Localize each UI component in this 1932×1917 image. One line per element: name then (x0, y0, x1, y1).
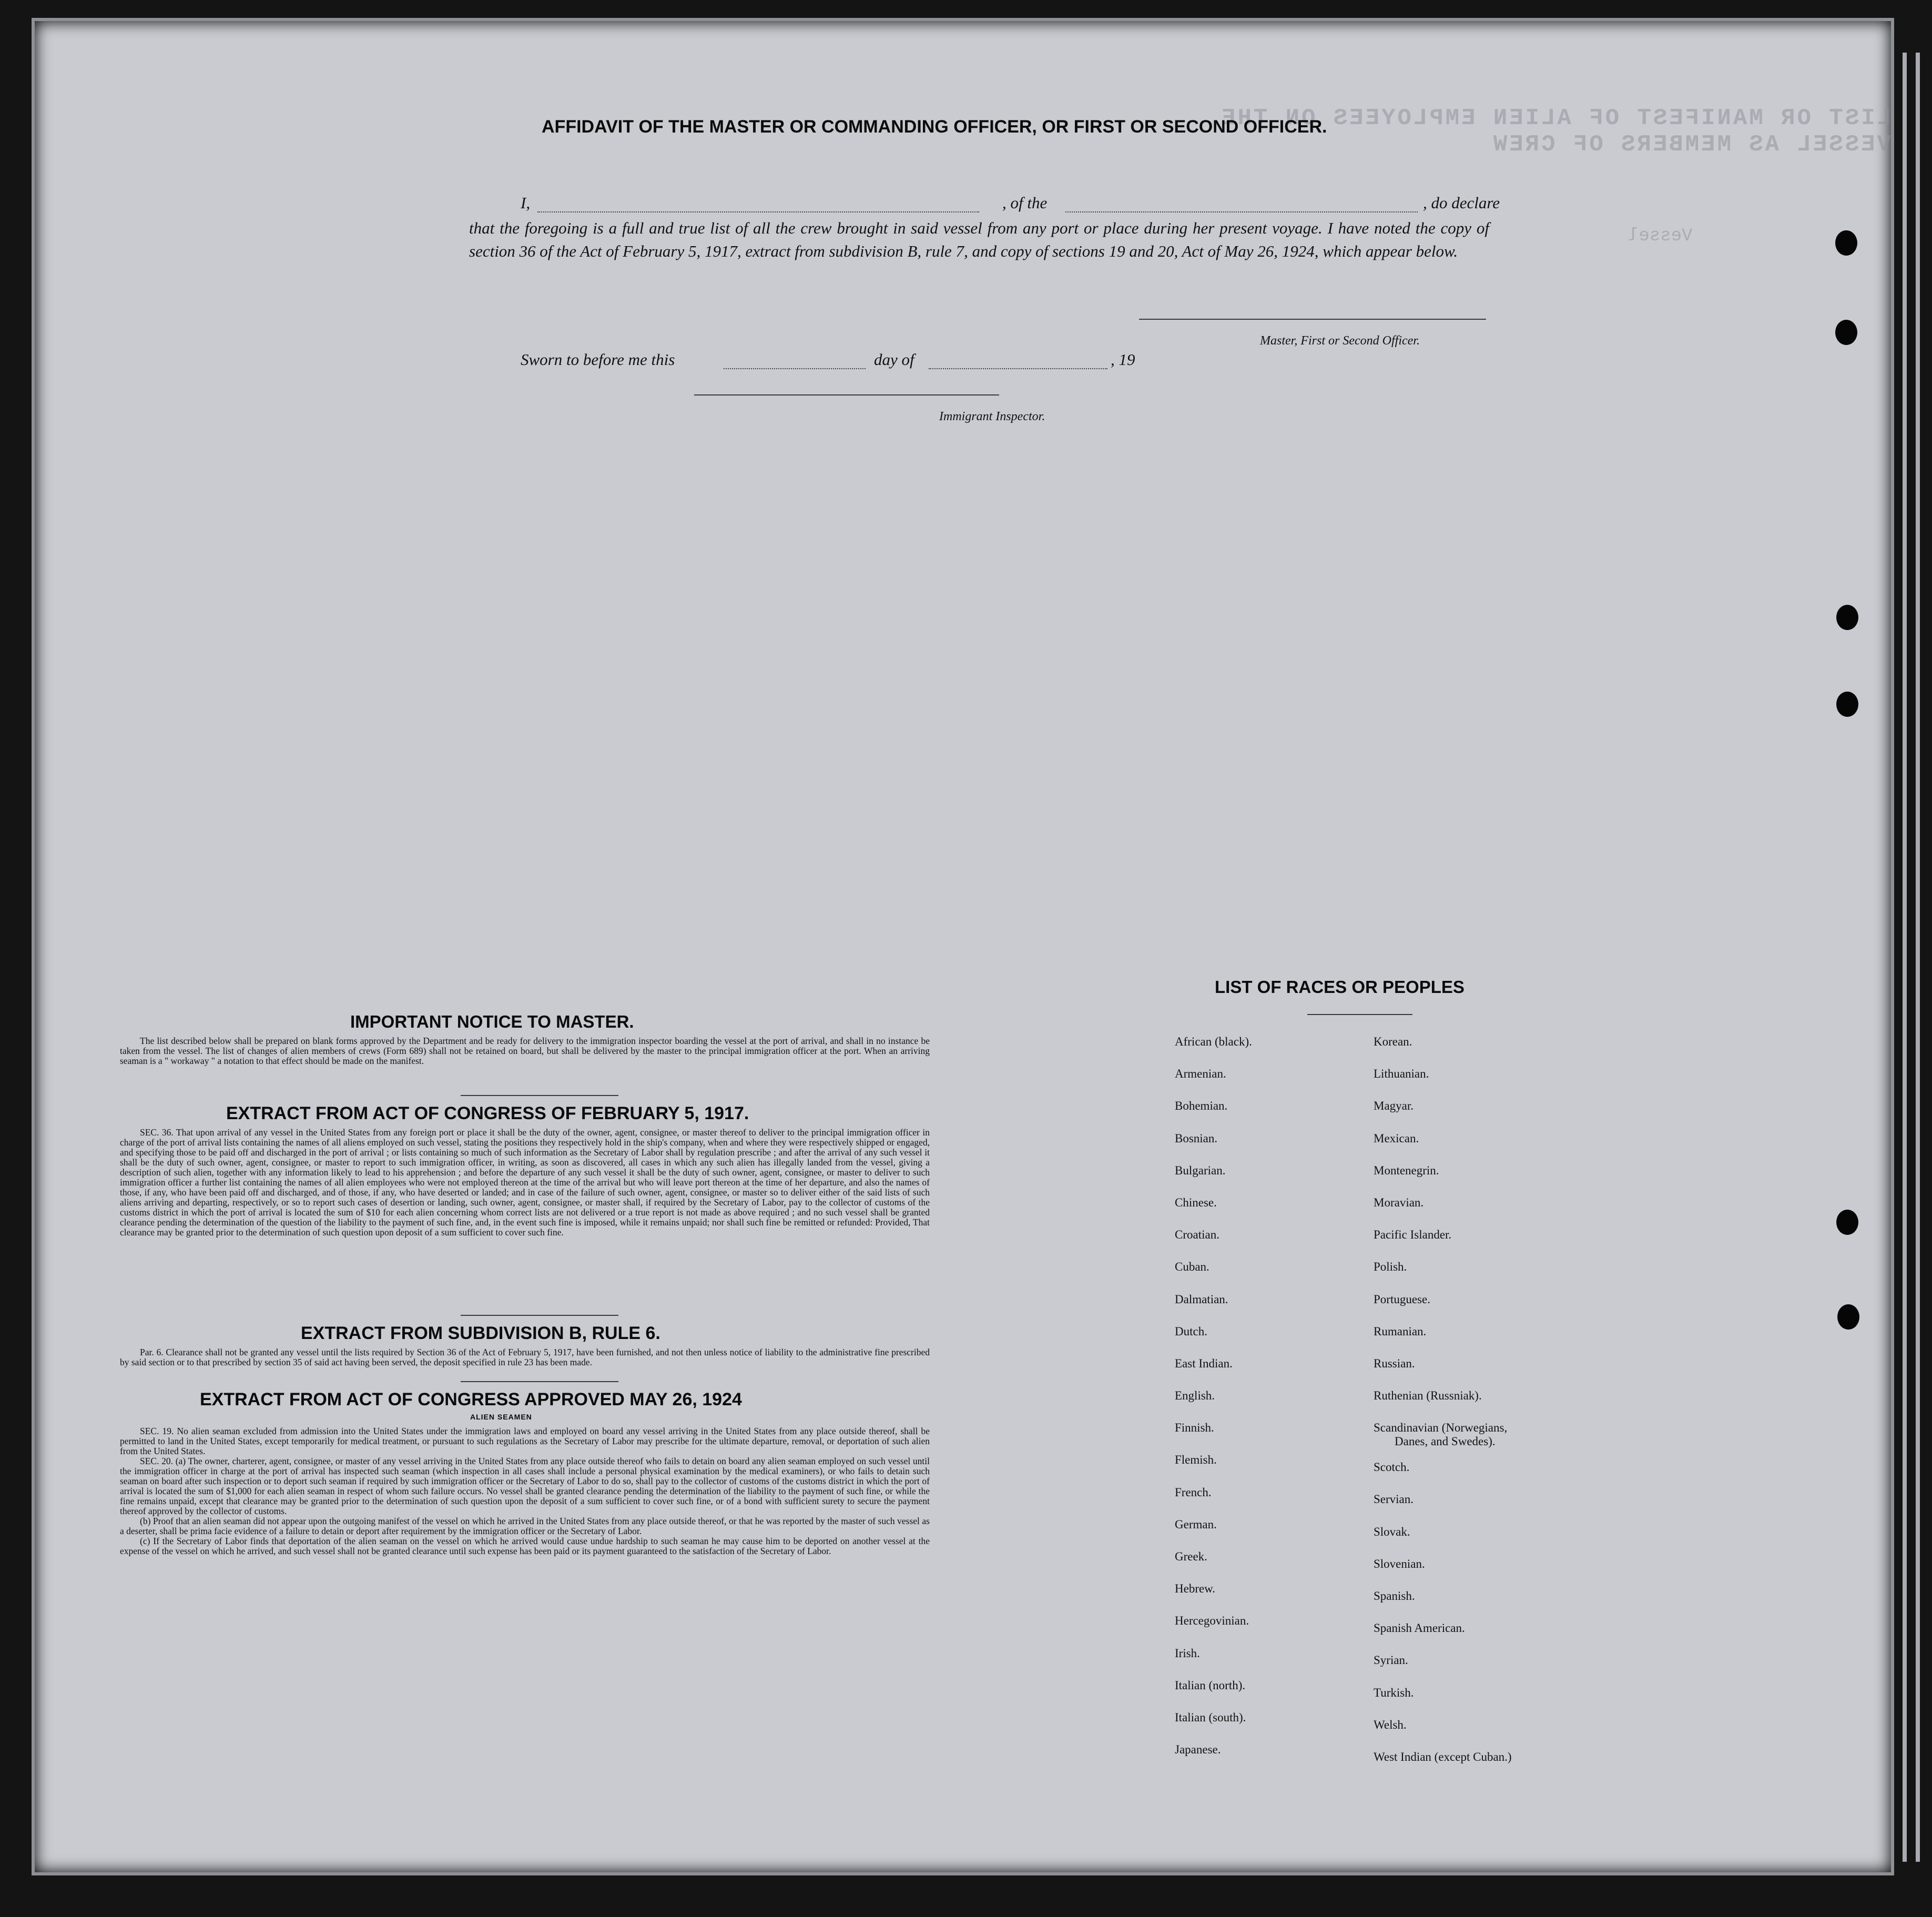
divider (461, 1381, 618, 1382)
race-item-line: Scandinavian (Norwegians, (1374, 1421, 1508, 1435)
race-item-continuation: Danes, and Swedes). (1395, 1435, 1496, 1448)
inspector-signature-line (694, 394, 999, 395)
bleed-through-title: LIST OR MANIFEST OF ALIEN EMPLOYEES ON THE VESSEL AS MEMBERS OF CREW (1219, 105, 1891, 158)
race-item: Scotch. (1374, 1460, 1410, 1474)
race-item: Japanese. (1175, 1743, 1221, 1757)
affidavit-of-the: , of the (1002, 194, 1048, 212)
sworn-label: Sworn to before me this (521, 350, 675, 369)
document-sheet (35, 21, 1891, 1872)
inspector-signature-label: Immigrant Inspector. (939, 410, 1045, 423)
race-item: Russian. (1374, 1356, 1415, 1370)
race-item: Ruthenian (Russniak). (1374, 1389, 1482, 1403)
race-item: Spanish American. (1374, 1621, 1465, 1635)
sec20b-paragraph: (b) Proof that an alien seaman did not appear upon the outgoing manifest of the vessel on which he arrived in the United States from any place outside thereof, or that he was reported by the master of such vessel as a deserter, shall be prima facie evidence of a failure to detain or deport after requirement by the immigration officer or the Secretary of Labor. (120, 1516, 930, 1536)
affidavit-i: I, (521, 194, 531, 212)
race-item: Bohemian. (1175, 1099, 1228, 1113)
punch-hole (1836, 1210, 1858, 1235)
month-blank (929, 368, 1107, 369)
race-item: Moravian. (1374, 1195, 1424, 1209)
race-item: Pacific Islander. (1374, 1228, 1452, 1242)
page-edge (1903, 53, 1907, 1862)
race-item: Italian (north). (1175, 1678, 1246, 1692)
punch-hole (1836, 605, 1858, 630)
affidavit-declare: , do declare (1423, 194, 1500, 212)
name-blank (537, 211, 979, 212)
sec36-paragraph: SEC. 36. That upon arrival of any vessel in the United States from any foreign port or place it shall be the duty of the owner, agent, consignee, or master thereof to deliver to the principal immigration officer in charge of the port of arrival lists containing the names of all aliens employed on such vessel, stating the positions they respectively hold in the ship's company, when and where they were respectively shipped or engaged, and specifying those to be paid off and discharged in the port of arrival ; or lists containing so much of such information as the Secretary of Labor shall by regulation prescribe ; and after the arrival of any such vessel it shall be the duty of such owner, agent, consignee, or master to report to such immigration officer, in writing, as soon as discovered, all cases in which any such alien has illegally landed from the vessel, giving a description of such alien, together with any information likely to lead to his apprehension ; and before the departure of any such vessel it shall be the duty of such owner, agent, consignee, or master to deliver to such immigration officer a further list containing the names of all alien employees who were not employed thereon at the time of the arrival but who will leave port thereon at the time of her departure, and also the names of those, if any, who have been paid off and discharged, and of those, if any, who have deserted or landed; and in case of the failure of such owner, agent, consignee, or master so to deliver either of the said lists of such aliens arriving and departing, respectively, or so to report such cases of desertion or landing, such owner, agent, consignee, or master shall, if required by the Secretary of Labor, pay to the collector of customs of the customs district in which the port of arrival is located the sum of $10 for each alien concerning whom correct lists are not delivered or a true report is not made as above required ; and no such vessel shall be granted clearance pending the determination of the question of the liability to the payment of such fine, and, in the event such fine is imposed, while it remains unpaid; nor shall such fine be remitted or refunded: Provided, That clearance may be granted prior to the determination of such question upon deposit of a sum sufficient to cover such fine. (120, 1127, 930, 1238)
notice-paragraph: The list described below shall be prepared on blank forms approved by the Department and be ready for delivery to the immigration inspector boarding the vessel at the port of arrival, and shall in no instance be taken from the vessel. The list of changes of alien members of crews (Form 689) shall not be retained on board, but shall be delivered by the master to the principal immigration officer at the port. When an arriving seaman is a " workaway " a notation to that effect should be made on the manifest. (120, 1036, 930, 1066)
affidavit-body: that the foregoing is a full and true list of all the crew brought in said vessel from any port or place during her present voyage. I have noted the copy of section 36 of the Act of February 5, 1917, extract from subdivision B, rule 7, and copy of sections 19 and 20, Act of May 26, 1924, which appear below. (469, 219, 1489, 260)
race-item: Polish. (1374, 1260, 1407, 1274)
bleed-through-vessel: Vessel (1628, 226, 1693, 246)
race-item: French. (1175, 1485, 1212, 1499)
race-item: Croatian. (1175, 1228, 1219, 1242)
race-item: Irish. (1175, 1646, 1200, 1660)
sec20c-paragraph: (c) If the Secretary of Labor finds that deportation of the alien seaman on the vessel on which he arrived would cause undue hardship to such seaman he may cause him to be deported on another vessel at the expense of the vessel on which he arrived, and such vessel shall not be granted clearance until such expense has been paid or its payment guaranteed to the satisfaction of the Secretary of Labor. (120, 1536, 930, 1556)
extract-1917-body (120, 1128, 930, 1238)
master-signature-line (1139, 319, 1486, 320)
races-right-column (1374, 1035, 1512, 1782)
race-item: Italian (south). (1175, 1710, 1246, 1724)
punch-hole (1837, 1304, 1859, 1330)
race-item: Mexican. (1374, 1131, 1419, 1145)
race-item: Flemish. (1175, 1453, 1217, 1467)
day-of-label: day of (874, 350, 914, 369)
notice-title: IMPORTANT NOTICE TO MASTER. (350, 1012, 634, 1031)
race-item: Finnish. (1175, 1421, 1214, 1435)
race-item: Turkish. (1374, 1686, 1414, 1699)
punch-hole (1835, 320, 1857, 345)
race-item: Servian. (1374, 1493, 1414, 1506)
race-item: Spanish. (1374, 1589, 1415, 1602)
race-item: Chinese. (1175, 1195, 1217, 1209)
divider (461, 1315, 618, 1316)
race-item: Lithuanian. (1374, 1067, 1429, 1081)
race-item: Dutch. (1175, 1324, 1207, 1338)
punch-hole (1835, 230, 1857, 256)
punch-hole (1836, 692, 1858, 717)
race-item: Rumanian. (1374, 1324, 1427, 1338)
race-item: Bulgarian. (1175, 1163, 1226, 1177)
sec20a-paragraph: SEC. 20. (a) The owner, charterer, agent, consignee, or master of any vessel arriving in the United States from any place outside thereof who fails to detain on board any alien seaman employed on such vessel until the immigration officer in charge at the port of arrival has inspected such seaman (which inspection in all cases shall include a personal physical examination by the medical examiners), or who fails to detain such seaman on board after such inspection or to deport such seaman if required by such immigration officer or the Secretary of Labor to do so, shall pay to the collector of customs of the customs district in which the port of arrival is located the sum of $1,000 for each alien seaman in respect of whom such failure occurs. No vessel shall be granted clearance pending the determination of the liability to the payment of such fine, or while the fine remains unpaid, except that clearance may be granted prior to the determination of such question upon the deposit of a sum sufficient to cover such fine, or of a bond with sufficient surety to secure the payment thereof approved by the collector of customs. (120, 1456, 930, 1516)
race-item: Armenian. (1175, 1067, 1226, 1081)
extract-1924-body (120, 1426, 930, 1556)
race-item: Greek. (1175, 1550, 1207, 1563)
races-title: LIST OF RACES OR PEOPLES (1215, 977, 1465, 997)
race-item: Portuguese. (1374, 1292, 1430, 1306)
rule6-paragraph: Par. 6. Clearance shall not be granted any vessel until the lists required by Section 36 of the Act of February 5, 1917, have been furnished, and not then unless notice of liability to the administrative fine prescribed by said section or to that prescribed by section 35 of said act having been served, the deposit specified in rule 23 has been made. (120, 1347, 930, 1367)
race-item: Hebrew. (1175, 1582, 1216, 1596)
extract-1917-title: EXTRACT FROM ACT OF CONGRESS OF FEBRUARY 5, 1917. (226, 1103, 749, 1123)
race-item: African (black). (1175, 1035, 1252, 1048)
rule6-body (120, 1347, 930, 1367)
race-item: English. (1175, 1389, 1215, 1403)
alien-seamen-subtitle: ALIEN SEAMEN (470, 1413, 532, 1421)
race-item: East Indian. (1175, 1356, 1233, 1370)
race-item: Slovak. (1374, 1525, 1410, 1538)
race-item: Korean. (1374, 1035, 1412, 1048)
race-item: Cuban. (1175, 1260, 1209, 1274)
sworn-day-blank (724, 368, 866, 369)
race-item: Dalmatian. (1175, 1292, 1228, 1306)
affidavit-title: AFFIDAVIT OF THE MASTER OR COMMANDING OFFICER, OR FIRST OR SECOND OFFICER. (542, 117, 1327, 137)
extract-1924-title: EXTRACT FROM ACT OF CONGRESS APPROVED MAY 26, 1924 (200, 1389, 742, 1409)
race-item: German. (1175, 1517, 1217, 1531)
year-label: , 19 (1111, 350, 1135, 369)
divider (1307, 1014, 1412, 1015)
race-item: Syrian. (1374, 1654, 1408, 1667)
races-left-column (1175, 1035, 1252, 1775)
race-item: Montenegrin. (1374, 1163, 1439, 1177)
race-item: Bosnian. (1175, 1131, 1218, 1145)
race-item: West Indian (except Cuban.) (1374, 1750, 1512, 1763)
race-item: Welsh. (1374, 1718, 1407, 1731)
sec19-paragraph: SEC. 19. No alien seaman excluded from admission into the United States under the immigration laws and employed on board any vessel arriving in the United States from any place outside thereof, shall be permitted to land in the United States, except temporarily for medical treatment, or pursuant to such regulations as the Secretary of Labor may prescribe for the ultimate departure, removal, or deportation of such alien from the United States. (120, 1426, 930, 1456)
master-signature-label: Master, First or Second Officer. (1260, 334, 1420, 348)
divider (461, 1095, 618, 1096)
race-item: Hercegovinian. (1175, 1614, 1249, 1628)
race-item (1374, 1421, 1512, 1460)
race-item: Slovenian. (1374, 1557, 1425, 1570)
page-edge (1916, 53, 1920, 1862)
notice-body (120, 1036, 930, 1066)
race-item: Magyar. (1374, 1099, 1414, 1113)
vessel-blank (1065, 211, 1418, 212)
rule6-title: EXTRACT FROM SUBDIVISION B, RULE 6. (301, 1323, 660, 1343)
